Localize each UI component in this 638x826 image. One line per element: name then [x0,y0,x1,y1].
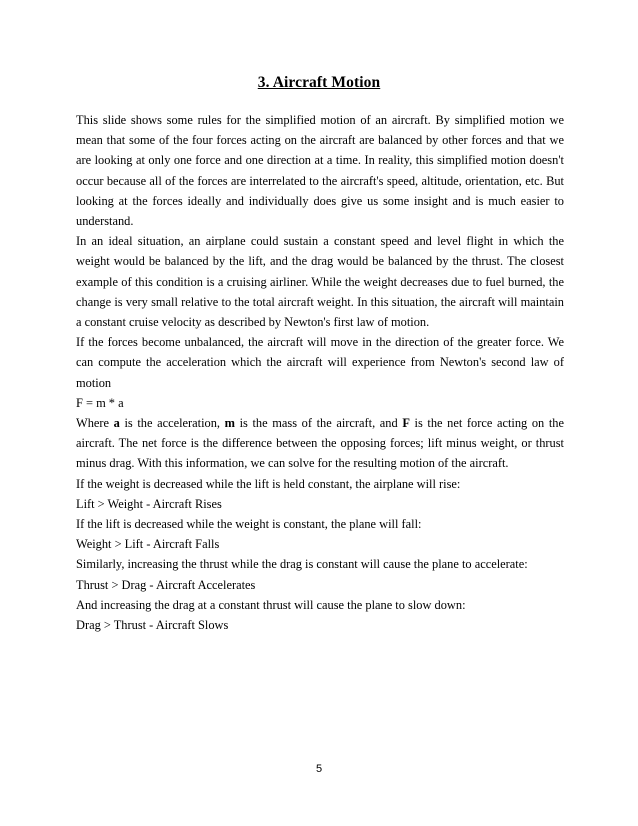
unbalanced-forces-paragraph: If the forces become unbalanced, the aircraft will move in the direction of the greater force. We can compute the acceleration which the aircraft will experience from Newton's second law of motion [76,335,564,390]
symbol-a: a [113,416,120,431]
intro-paragraph: This slide shows some rules for the simplified motion of an aircraft. By simplified motion we mean that some of the four forces acting on the aircraft are balanced by other forces and that we are looking at only one force and one direction at a time. In reality, this simplified motion doesn't occur because all of the forces are interrelated to the aircraft's speed, altitude, orientation, etc. But looking at the forces ideally and individually does give us some insight and is much easier to understand. [76,113,564,229]
lift-decrease-text: If the lift is decreased while the weight is constant, the plane will fall: [76,517,422,532]
rule-aircraft-rises: Lift > Weight - Aircraft Rises [76,496,222,511]
thrust-increase-text: Similarly, increasing the thrust while the drag is constant will cause the plane to accelerate: [76,557,528,572]
rule-aircraft-accelerates: Thrust > Drag - Aircraft Accelerates [76,577,256,592]
symbol-m: m [224,416,235,431]
rule-aircraft-slows: Drag > Thrust - Aircraft Slows [76,618,229,633]
newton-formula: F = m * a [76,395,124,410]
where-text-1: Where [76,416,114,431]
symbol-f: F [402,416,410,431]
weight-decrease-text: If the weight is decreased while the lift is held constant, the airplane will rise: [76,476,461,491]
where-text-3: is the mass of the aircraft, and [234,416,403,431]
where-text-4: is the net force acting on the aircraft. The net force is the difference between the opposing forces; lift minus weight, or thrust minus drag. With this information, we can solve for the resulting motion of the aircraft. [76,416,564,471]
where-text-2: is the acceleration, [119,416,225,431]
document-body [76,110,564,635]
ideal-situation-paragraph: In an ideal situation, an airplane could sustain a constant speed and level flight in which the weight would be balanced by the lift, and the drag would be balanced by the thrust. The closest example of this condition is a cruising airliner. While the weight decreases due to fuel burned, the change is very small relative to the total aircraft weight. In this situation, the aircraft will maintain a constant cruise velocity as described by Newton's first law of motion. [76,234,564,330]
where-paragraph [76,413,564,474]
drag-increase-text: And increasing the drag at a constant thrust will cause the plane to slow down: [76,597,466,612]
rule-aircraft-falls: Weight > Lift - Aircraft Falls [76,537,220,552]
page-number: 5 [315,763,323,775]
page-title: 3. Aircraft Motion [257,74,381,91]
